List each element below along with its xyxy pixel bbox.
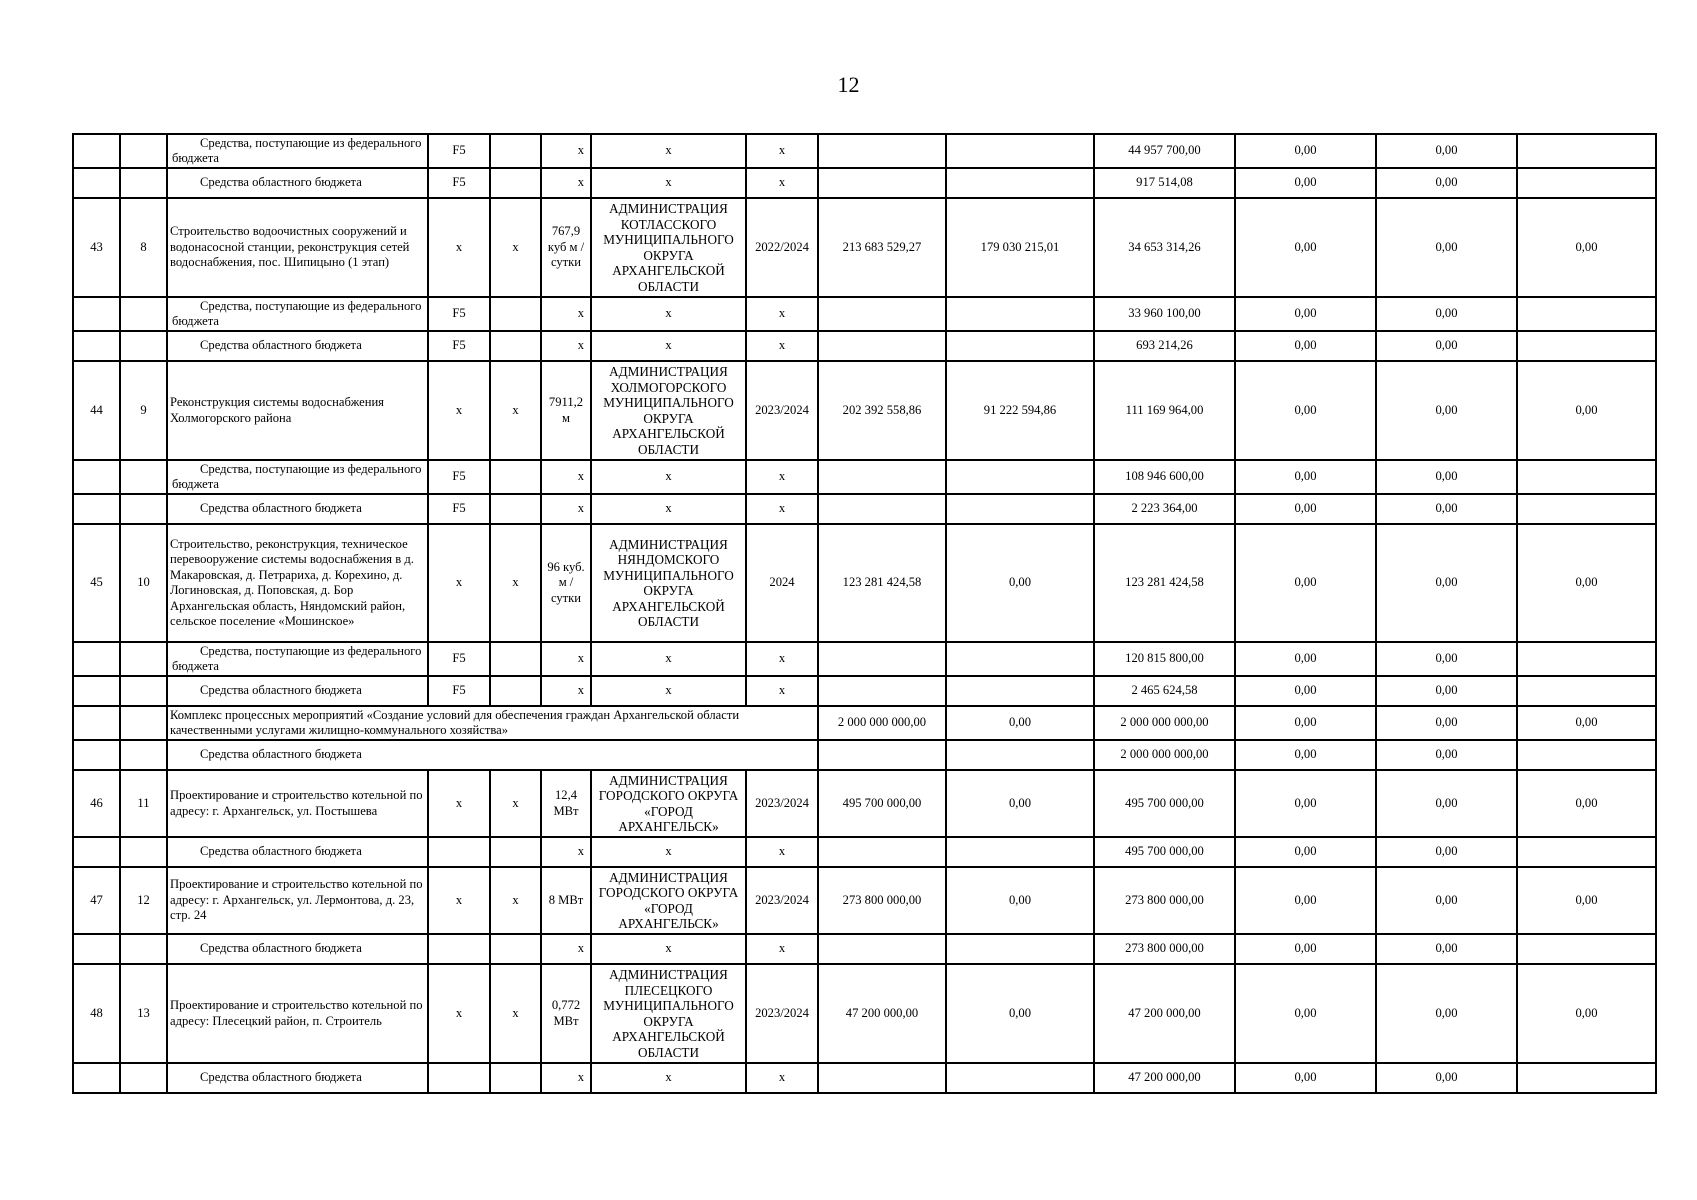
previous-years-cell: 0,00	[946, 867, 1094, 934]
code-cell: x	[428, 524, 490, 642]
period-cell: x	[746, 331, 818, 361]
funding-source-label: Средства, поступающие из федерального бюджета	[172, 298, 422, 328]
previous-years-cell	[946, 1063, 1094, 1093]
amount-2027-cell	[1517, 460, 1656, 494]
code-cell: x	[428, 198, 490, 297]
row-number-cell	[73, 676, 120, 706]
sub-number-cell	[120, 934, 167, 964]
amount-2024-cell: 2 000 000 000,00	[1094, 740, 1235, 770]
total-amount-cell	[818, 331, 946, 361]
funding-source-label: Средства, поступающие из федерального бюджета	[172, 135, 422, 165]
previous-years-cell: 0,00	[946, 964, 1094, 1063]
capacity-cell: 96 куб. м / сутки	[541, 524, 591, 642]
code-cell: F5	[428, 134, 490, 168]
funding-source-cell	[167, 837, 428, 867]
period-cell: 2023/2024	[746, 867, 818, 934]
amount-2026-cell: 0,00	[1376, 867, 1517, 934]
code-cell	[428, 934, 490, 964]
total-amount-cell	[818, 642, 946, 676]
amount-2026-cell: 0,00	[1376, 964, 1517, 1063]
code-cell: F5	[428, 642, 490, 676]
funding-source-cell	[167, 642, 428, 676]
amount-2027-cell: 0,00	[1517, 964, 1656, 1063]
marker-cell	[490, 676, 541, 706]
organization-cell: x	[591, 460, 746, 494]
sub-number-cell	[120, 331, 167, 361]
marker-cell: x	[490, 524, 541, 642]
organization-cell: x	[591, 1063, 746, 1093]
period-cell: 2024	[746, 524, 818, 642]
funding-source-label: Средства, поступающие из федерального бюджета	[172, 461, 422, 491]
amount-2027-cell	[1517, 297, 1656, 331]
amount-2025-cell: 0,00	[1235, 134, 1376, 168]
amount-2026-cell: 0,00	[1376, 770, 1517, 837]
previous-years-cell: 91 222 594,86	[946, 361, 1094, 460]
capacity-cell: x	[541, 297, 591, 331]
funding-source-row	[73, 494, 1656, 524]
row-number-cell	[73, 297, 120, 331]
funding-source-row	[73, 134, 1656, 168]
amount-2027-cell	[1517, 331, 1656, 361]
amount-2024-cell: 2 223 364,00	[1094, 494, 1235, 524]
capacity-cell: x	[541, 460, 591, 494]
amount-2027-cell	[1517, 134, 1656, 168]
table-row	[73, 198, 1656, 297]
sub-number-cell	[120, 134, 167, 168]
amount-2026-cell: 0,00	[1376, 198, 1517, 297]
funding-source-label: Средства, поступающие из федерального бюджета	[172, 643, 422, 673]
marker-cell	[490, 168, 541, 198]
period-cell: x	[746, 460, 818, 494]
total-amount-cell	[818, 1063, 946, 1093]
marker-cell: x	[490, 867, 541, 934]
sub-number-cell	[120, 837, 167, 867]
total-amount-cell	[818, 740, 946, 770]
amount-2025-cell: 0,00	[1235, 168, 1376, 198]
amount-2027-cell	[1517, 740, 1656, 770]
funding-source-row	[73, 331, 1656, 361]
funding-source-label: Средства областного бюджета	[200, 175, 362, 190]
organization-cell: АДМИНИСТРАЦИЯ ПЛЕСЕЦКОГО МУНИЦИПАЛЬНОГО ОКРУГА АРХАНГЕЛЬСКОЙ ОБЛАСТИ	[591, 964, 746, 1063]
funding-source-row	[73, 934, 1656, 964]
amount-2024-cell: 111 169 964,00	[1094, 361, 1235, 460]
table-row	[73, 770, 1656, 837]
row-number-cell	[73, 331, 120, 361]
period-cell: x	[746, 1063, 818, 1093]
marker-cell: x	[490, 770, 541, 837]
total-amount-cell	[818, 168, 946, 198]
project-name-cell: Реконструкция системы водоснабжения Холмогорского района	[167, 361, 428, 460]
amount-2024-cell: 273 800 000,00	[1094, 934, 1235, 964]
total-amount-cell: 273 800 000,00	[818, 867, 946, 934]
amount-2027-cell: 0,00	[1517, 706, 1656, 740]
total-amount-cell	[818, 837, 946, 867]
amount-2025-cell: 0,00	[1235, 1063, 1376, 1093]
row-number-cell: 44	[73, 361, 120, 460]
organization-cell: x	[591, 676, 746, 706]
table-row	[73, 867, 1656, 934]
marker-cell: x	[490, 198, 541, 297]
amount-2027-cell	[1517, 168, 1656, 198]
total-amount-cell	[818, 134, 946, 168]
amount-2026-cell: 0,00	[1376, 494, 1517, 524]
total-amount-cell: 47 200 000,00	[818, 964, 946, 1063]
amount-2026-cell: 0,00	[1376, 934, 1517, 964]
row-number-cell	[73, 168, 120, 198]
amount-2024-cell: 495 700 000,00	[1094, 837, 1235, 867]
amount-2027-cell	[1517, 642, 1656, 676]
funding-source-cell	[167, 331, 428, 361]
funding-source-row	[73, 460, 1656, 494]
table-body	[73, 134, 1656, 1093]
capacity-cell: x	[541, 134, 591, 168]
amount-2024-cell: 2 465 624,58	[1094, 676, 1235, 706]
project-name-cell: Проектирование и строительство котельной по адресу: Плесецкий район, п. Строитель	[167, 964, 428, 1063]
funding-source-row	[73, 1063, 1656, 1093]
amount-2026-cell: 0,00	[1376, 361, 1517, 460]
marker-cell	[490, 934, 541, 964]
organization-cell: АДМИНИСТРАЦИЯ КОТЛАССКОГО МУНИЦИПАЛЬНОГО ОКРУГА АРХАНГЕЛЬСКОЙ ОБЛАСТИ	[591, 198, 746, 297]
amount-2026-cell: 0,00	[1376, 524, 1517, 642]
total-amount-cell: 123 281 424,58	[818, 524, 946, 642]
amount-2027-cell	[1517, 934, 1656, 964]
capacity-cell: x	[541, 331, 591, 361]
budget-table	[72, 133, 1657, 1094]
code-cell: x	[428, 867, 490, 934]
funding-source-label: Средства областного бюджета	[200, 683, 362, 698]
marker-cell	[490, 134, 541, 168]
capacity-cell: x	[541, 494, 591, 524]
amount-2027-cell	[1517, 494, 1656, 524]
marker-cell	[490, 642, 541, 676]
previous-years-cell	[946, 494, 1094, 524]
capacity-cell: x	[541, 642, 591, 676]
code-cell: x	[428, 770, 490, 837]
row-number-cell	[73, 134, 120, 168]
amount-2025-cell: 0,00	[1235, 867, 1376, 934]
funding-source-cell	[167, 297, 428, 331]
amount-2027-cell: 0,00	[1517, 361, 1656, 460]
capacity-cell: x	[541, 934, 591, 964]
funding-source-row	[73, 706, 1656, 740]
marker-cell	[490, 1063, 541, 1093]
sub-number-cell	[120, 297, 167, 331]
project-name-cell: Строительство, реконструкция, техническое перевооружение системы водоснабжения в д. Макаровская, д. Петрариха, д. Корехино, д. Логиновская, д. Поповская, д. Бор Архангельская область, Няндомский район, сельское поселение «Мошинское»	[167, 524, 428, 642]
code-cell: F5	[428, 168, 490, 198]
marker-cell	[490, 837, 541, 867]
row-number-cell	[73, 706, 120, 740]
amount-2025-cell: 0,00	[1235, 198, 1376, 297]
period-cell: 2022/2024	[746, 198, 818, 297]
marker-cell: x	[490, 361, 541, 460]
capacity-cell: 767,9 куб м / сутки	[541, 198, 591, 297]
code-cell	[428, 837, 490, 867]
amount-2027-cell: 0,00	[1517, 770, 1656, 837]
capacity-cell: x	[541, 1063, 591, 1093]
amount-2024-cell: 33 960 100,00	[1094, 297, 1235, 331]
previous-years-cell	[946, 642, 1094, 676]
code-cell: x	[428, 361, 490, 460]
period-cell: 2023/2024	[746, 361, 818, 460]
amount-2025-cell: 0,00	[1235, 460, 1376, 494]
amount-2026-cell: 0,00	[1376, 740, 1517, 770]
organization-cell: x	[591, 168, 746, 198]
capacity-cell: 8 МВт	[541, 867, 591, 934]
funding-source-cell	[167, 740, 818, 770]
table-row	[73, 964, 1656, 1063]
amount-2024-cell: 47 200 000,00	[1094, 1063, 1235, 1093]
sub-number-cell	[120, 706, 167, 740]
row-number-cell	[73, 740, 120, 770]
previous-years-cell	[946, 134, 1094, 168]
organization-cell: x	[591, 934, 746, 964]
funding-source-label: Средства областного бюджета	[200, 941, 362, 956]
period-cell: x	[746, 676, 818, 706]
marker-cell: x	[490, 964, 541, 1063]
organization-cell: x	[591, 134, 746, 168]
funding-source-cell	[167, 494, 428, 524]
sub-number-cell: 9	[120, 361, 167, 460]
amount-2026-cell: 0,00	[1376, 676, 1517, 706]
sub-number-cell: 10	[120, 524, 167, 642]
total-amount-cell: 213 683 529,27	[818, 198, 946, 297]
organization-cell: x	[591, 297, 746, 331]
amount-2027-cell: 0,00	[1517, 867, 1656, 934]
row-number-cell	[73, 460, 120, 494]
amount-2025-cell: 0,00	[1235, 964, 1376, 1063]
organization-cell: АДМИНИСТРАЦИЯ НЯНДОМСКОГО МУНИЦИПАЛЬНОГО ОКРУГА АРХАНГЕЛЬСКОЙ ОБЛАСТИ	[591, 524, 746, 642]
previous-years-cell	[946, 168, 1094, 198]
amount-2025-cell: 0,00	[1235, 331, 1376, 361]
project-name-cell: Проектирование и строительство котельной по адресу: г. Архангельск, ул. Постышева	[167, 770, 428, 837]
amount-2026-cell: 0,00	[1376, 460, 1517, 494]
total-amount-cell	[818, 460, 946, 494]
funding-source-cell	[167, 460, 428, 494]
amount-2027-cell	[1517, 1063, 1656, 1093]
table-row	[73, 361, 1656, 460]
code-cell: x	[428, 964, 490, 1063]
sub-number-cell: 8	[120, 198, 167, 297]
funding-source-row	[73, 837, 1656, 867]
total-amount-cell: 202 392 558,86	[818, 361, 946, 460]
marker-cell	[490, 460, 541, 494]
sub-number-cell	[120, 676, 167, 706]
funding-source-row	[73, 740, 1656, 770]
amount-2024-cell: 917 514,08	[1094, 168, 1235, 198]
project-name-cell: Проектирование и строительство котельной по адресу: г. Архангельск, ул. Лермонтова, д. 23, стр. 24	[167, 867, 428, 934]
capacity-cell: x	[541, 676, 591, 706]
capacity-cell: x	[541, 837, 591, 867]
funding-source-cell	[167, 934, 428, 964]
funding-source-row	[73, 642, 1656, 676]
previous-years-cell	[946, 297, 1094, 331]
total-amount-cell	[818, 297, 946, 331]
funding-source-row	[73, 676, 1656, 706]
row-number-cell	[73, 837, 120, 867]
amount-2024-cell: 108 946 600,00	[1094, 460, 1235, 494]
code-cell: F5	[428, 331, 490, 361]
amount-2025-cell: 0,00	[1235, 676, 1376, 706]
row-number-cell	[73, 934, 120, 964]
amount-2026-cell: 0,00	[1376, 642, 1517, 676]
period-cell: 2023/2024	[746, 770, 818, 837]
previous-years-cell: 0,00	[946, 770, 1094, 837]
row-number-cell	[73, 1063, 120, 1093]
period-cell: x	[746, 168, 818, 198]
amount-2024-cell: 120 815 800,00	[1094, 642, 1235, 676]
capacity-cell: 12,4 МВт	[541, 770, 591, 837]
amount-2024-cell: 44 957 700,00	[1094, 134, 1235, 168]
organization-cell: x	[591, 494, 746, 524]
funding-source-label: Средства областного бюджета	[200, 844, 362, 859]
organization-cell: x	[591, 837, 746, 867]
amount-2025-cell: 0,00	[1235, 706, 1376, 740]
amount-2025-cell: 0,00	[1235, 494, 1376, 524]
previous-years-cell: 179 030 215,01	[946, 198, 1094, 297]
funding-source-label: Средства областного бюджета	[200, 338, 362, 353]
total-amount-cell	[818, 494, 946, 524]
sub-number-cell	[120, 168, 167, 198]
sub-number-cell	[120, 740, 167, 770]
period-cell: x	[746, 934, 818, 964]
amount-2025-cell: 0,00	[1235, 770, 1376, 837]
project-name-cell: Строительство водоочистных сооружений и водонасосной станции, реконструкция сетей водоснабжения, пос. Шипицыно (1 этап)	[167, 198, 428, 297]
organization-cell: x	[591, 642, 746, 676]
table-row	[73, 524, 1656, 642]
code-cell: F5	[428, 676, 490, 706]
funding-source-cell	[167, 168, 428, 198]
code-cell: F5	[428, 297, 490, 331]
sub-number-cell	[120, 494, 167, 524]
total-amount-cell: 2 000 000 000,00	[818, 706, 946, 740]
previous-years-cell	[946, 460, 1094, 494]
amount-2025-cell: 0,00	[1235, 740, 1376, 770]
code-cell: F5	[428, 460, 490, 494]
amount-2026-cell: 0,00	[1376, 837, 1517, 867]
amount-2024-cell: 693 214,26	[1094, 331, 1235, 361]
amount-2026-cell: 0,00	[1376, 706, 1517, 740]
previous-years-cell	[946, 740, 1094, 770]
marker-cell	[490, 494, 541, 524]
marker-cell	[490, 297, 541, 331]
amount-2025-cell: 0,00	[1235, 837, 1376, 867]
row-number-cell: 43	[73, 198, 120, 297]
capacity-cell: 7911,2 м	[541, 361, 591, 460]
amount-2026-cell: 0,00	[1376, 168, 1517, 198]
sub-number-cell	[120, 642, 167, 676]
complex-title-cell: Комплекс процессных мероприятий «Создание условий для обеспечения граждан Архангельской области качественными услугами жилищно-коммунального хозяйства»	[167, 706, 818, 740]
amount-2025-cell: 0,00	[1235, 524, 1376, 642]
funding-source-row	[73, 168, 1656, 198]
amount-2024-cell: 495 700 000,00	[1094, 770, 1235, 837]
row-number-cell: 46	[73, 770, 120, 837]
amount-2024-cell: 34 653 314,26	[1094, 198, 1235, 297]
sub-number-cell	[120, 1063, 167, 1093]
funding-source-label: Средства областного бюджета	[200, 1070, 362, 1085]
amount-2027-cell: 0,00	[1517, 198, 1656, 297]
row-number-cell: 47	[73, 867, 120, 934]
sub-number-cell: 13	[120, 964, 167, 1063]
page-number: 12	[837, 72, 860, 97]
funding-source-label: Средства областного бюджета	[200, 747, 362, 762]
previous-years-cell: 0,00	[946, 524, 1094, 642]
funding-source-cell	[167, 676, 428, 706]
sub-number-cell: 11	[120, 770, 167, 837]
marker-cell	[490, 331, 541, 361]
amount-2026-cell: 0,00	[1376, 297, 1517, 331]
amount-2025-cell: 0,00	[1235, 361, 1376, 460]
funding-source-label: Средства областного бюджета	[200, 501, 362, 516]
period-cell: x	[746, 642, 818, 676]
sub-number-cell	[120, 460, 167, 494]
capacity-cell: x	[541, 168, 591, 198]
previous-years-cell	[946, 934, 1094, 964]
period-cell: 2023/2024	[746, 964, 818, 1063]
period-cell: x	[746, 494, 818, 524]
period-cell: x	[746, 134, 818, 168]
funding-source-cell	[167, 134, 428, 168]
row-number-cell: 48	[73, 964, 120, 1063]
amount-2027-cell: 0,00	[1517, 524, 1656, 642]
code-cell: F5	[428, 494, 490, 524]
row-number-cell: 45	[73, 524, 120, 642]
total-amount-cell	[818, 934, 946, 964]
previous-years-cell	[946, 837, 1094, 867]
amount-2024-cell: 123 281 424,58	[1094, 524, 1235, 642]
previous-years-cell	[946, 331, 1094, 361]
amount-2025-cell: 0,00	[1235, 297, 1376, 331]
amount-2025-cell: 0,00	[1235, 934, 1376, 964]
total-amount-cell	[818, 676, 946, 706]
sub-number-cell: 12	[120, 867, 167, 934]
amount-2026-cell: 0,00	[1376, 331, 1517, 361]
organization-cell: АДМИНИСТРАЦИЯ ГОРОДСКОГО ОКРУГА «ГОРОД АРХАНГЕЛЬСК»	[591, 867, 746, 934]
capacity-cell: 0,772 МВт	[541, 964, 591, 1063]
total-amount-cell: 495 700 000,00	[818, 770, 946, 837]
organization-cell: АДМИНИСТРАЦИЯ ХОЛМОГОРСКОГО МУНИЦИПАЛЬНОГО ОКРУГА АРХАНГЕЛЬСКОЙ ОБЛАСТИ	[591, 361, 746, 460]
row-number-cell	[73, 642, 120, 676]
funding-source-cell	[167, 1063, 428, 1093]
period-cell: x	[746, 837, 818, 867]
row-number-cell	[73, 494, 120, 524]
funding-source-row	[73, 297, 1656, 331]
amount-2024-cell: 47 200 000,00	[1094, 964, 1235, 1063]
amount-2024-cell: 273 800 000,00	[1094, 867, 1235, 934]
code-cell	[428, 1063, 490, 1093]
amount-2027-cell	[1517, 837, 1656, 867]
previous-years-cell	[946, 676, 1094, 706]
organization-cell: АДМИНИСТРАЦИЯ ГОРОДСКОГО ОКРУГА «ГОРОД АРХАНГЕЛЬСК»	[591, 770, 746, 837]
amount-2025-cell: 0,00	[1235, 642, 1376, 676]
amount-2024-cell: 2 000 000 000,00	[1094, 706, 1235, 740]
previous-years-cell: 0,00	[946, 706, 1094, 740]
period-cell: x	[746, 297, 818, 331]
amount-2026-cell: 0,00	[1376, 134, 1517, 168]
amount-2026-cell: 0,00	[1376, 1063, 1517, 1093]
amount-2027-cell	[1517, 676, 1656, 706]
organization-cell: x	[591, 331, 746, 361]
